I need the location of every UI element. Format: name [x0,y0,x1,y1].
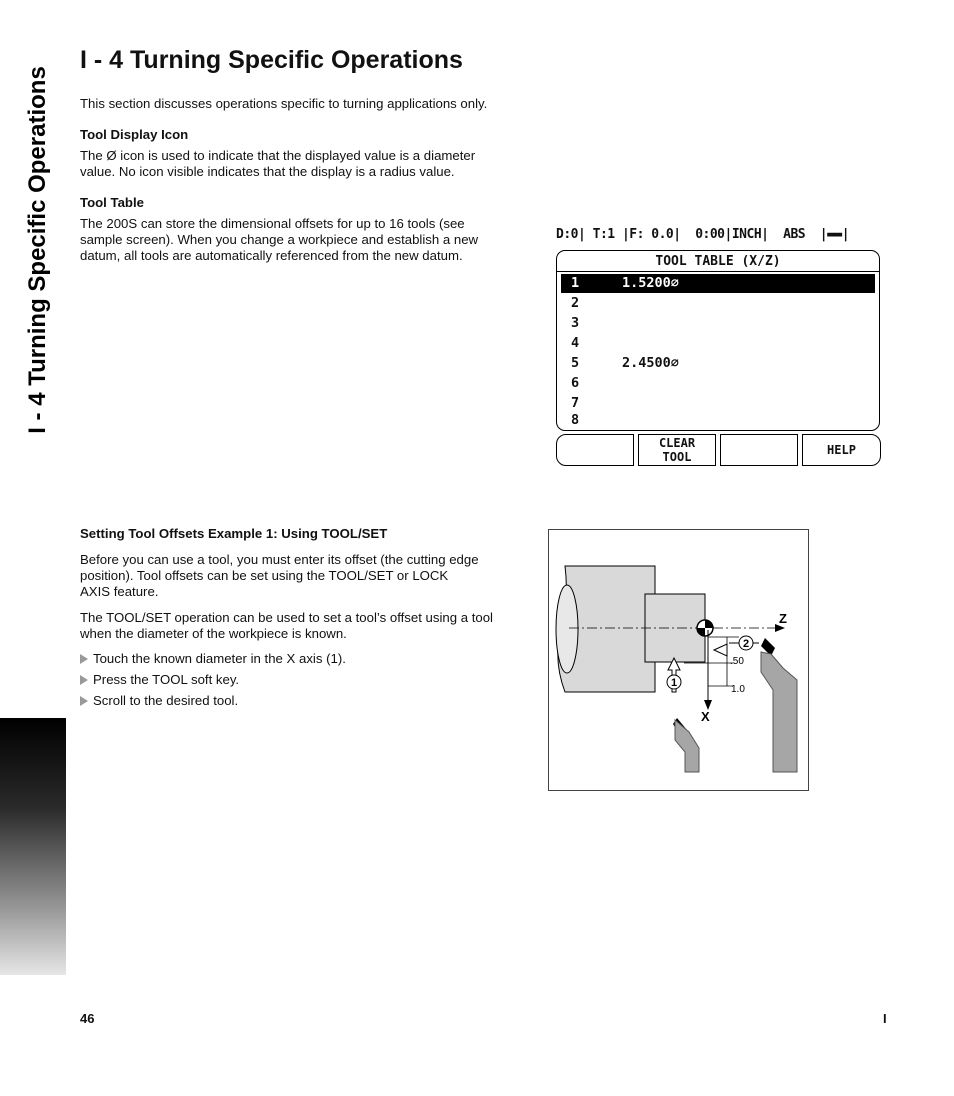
tool-row-3[interactable] [561,314,875,333]
tool-row-number: 1 [571,275,580,291]
step-text: Press the TOOL soft key. [93,672,240,687]
section-letter: I [883,1011,887,1026]
tool-table-screen [553,224,883,470]
tool-row-number: 7 [571,395,580,411]
softkey-3[interactable] [720,434,798,466]
example-para1-line3: AXIS feature. [80,584,159,599]
tool-row-6[interactable] [561,374,875,393]
arrow-right-icon [80,654,88,664]
tool-display-icon-line1: The Ø icon is used to indicate that the displayed value is a diameter [80,148,476,163]
side-tab-gradient [0,718,66,975]
tool-display-icon-line2: value. No icon visible indicates that the display is a radius value. [80,164,455,179]
page-number: 46 [80,1011,95,1026]
step-2 [80,672,239,688]
side-tab-title: I - 4 Turning Specific Operations [24,66,51,434]
softkey-label-line2: TOOL [662,450,692,464]
tool-row-2[interactable] [561,294,875,313]
tool-table-line3: datum, all tools are automatically referenced from the new datum. [80,248,463,263]
tool-row-number: 5 [571,355,580,371]
callout-2: 2 [742,638,750,650]
tool-row-number: 2 [571,295,580,311]
z-axis-label: Z [779,611,787,626]
page-title: I - 4 Turning Specific Operations [80,46,463,74]
tool-set-figure [548,529,809,791]
tool-row-number: 8 [571,412,580,428]
tool-row-value: 1.5200⌀ [622,275,679,291]
step-text: Scroll to the desired tool. [93,693,239,708]
tool-row-5[interactable] [561,354,875,373]
tool-row-4[interactable] [561,334,875,353]
example-para2-line1: The TOOL/SET operation can be used to set a tool’s offset using a tool [80,610,493,625]
dimension-10: 1.0 [731,684,745,695]
arrow-right-icon [80,675,88,685]
x-axis-label: X [701,709,710,724]
tool-display-icon-heading: Tool Display Icon [80,127,189,142]
intro-text: This section discusses operations specific to turning applications only. [80,96,488,111]
tool-table-box [556,250,880,431]
turning-diagram [549,530,808,790]
workpiece-end [556,585,578,673]
tool-row-1[interactable] [561,274,875,293]
step-1 [80,651,346,667]
tool-row-number: 3 [571,315,580,331]
example-para2-line2: when the diameter of the workpiece is known. [80,626,347,641]
callout-1: 1 [670,677,678,689]
arrow-right-icon [80,696,88,706]
tool-table-title: TOOL TABLE (X/Z) [655,254,781,269]
dimension-50: .50 [730,656,744,667]
softkey-1[interactable] [556,434,634,466]
tool-row-8[interactable] [561,411,875,430]
tool-row-value: 2.4500⌀ [622,355,679,371]
clear-tool-softkey[interactable] [638,434,716,466]
tool-table-line2: sample screen). When you change a workpiece and establish a new [80,232,479,247]
softkey-label-line1: CLEAR [658,436,696,450]
tool-row-number: 4 [571,335,580,351]
tool-table-line1: The 200S can store the dimensional offsets for up to 16 tools (see [80,216,465,231]
example-heading: Setting Tool Offsets Example 1: Using TOOL/SET [80,526,388,541]
tool-table-heading: Tool Table [80,195,144,210]
side-tab [0,0,66,975]
help-softkey[interactable]: HELP [802,434,881,466]
tool-row-number: 6 [571,375,580,391]
example-para1-line1: Before you can use a tool, you must enter its offset (the cutting edge [80,552,479,567]
step-3 [80,693,238,709]
step-text: Touch the known diameter in the X axis (1). [93,651,346,666]
title-divider [557,271,879,272]
example-para1-line2: position). Tool offsets can be set using the TOOL/SET or LOCK [80,568,449,583]
status-bar: D:0| T:1 |F: 0.0| 0:00|INCH| ABS |▬▬| [556,227,850,242]
